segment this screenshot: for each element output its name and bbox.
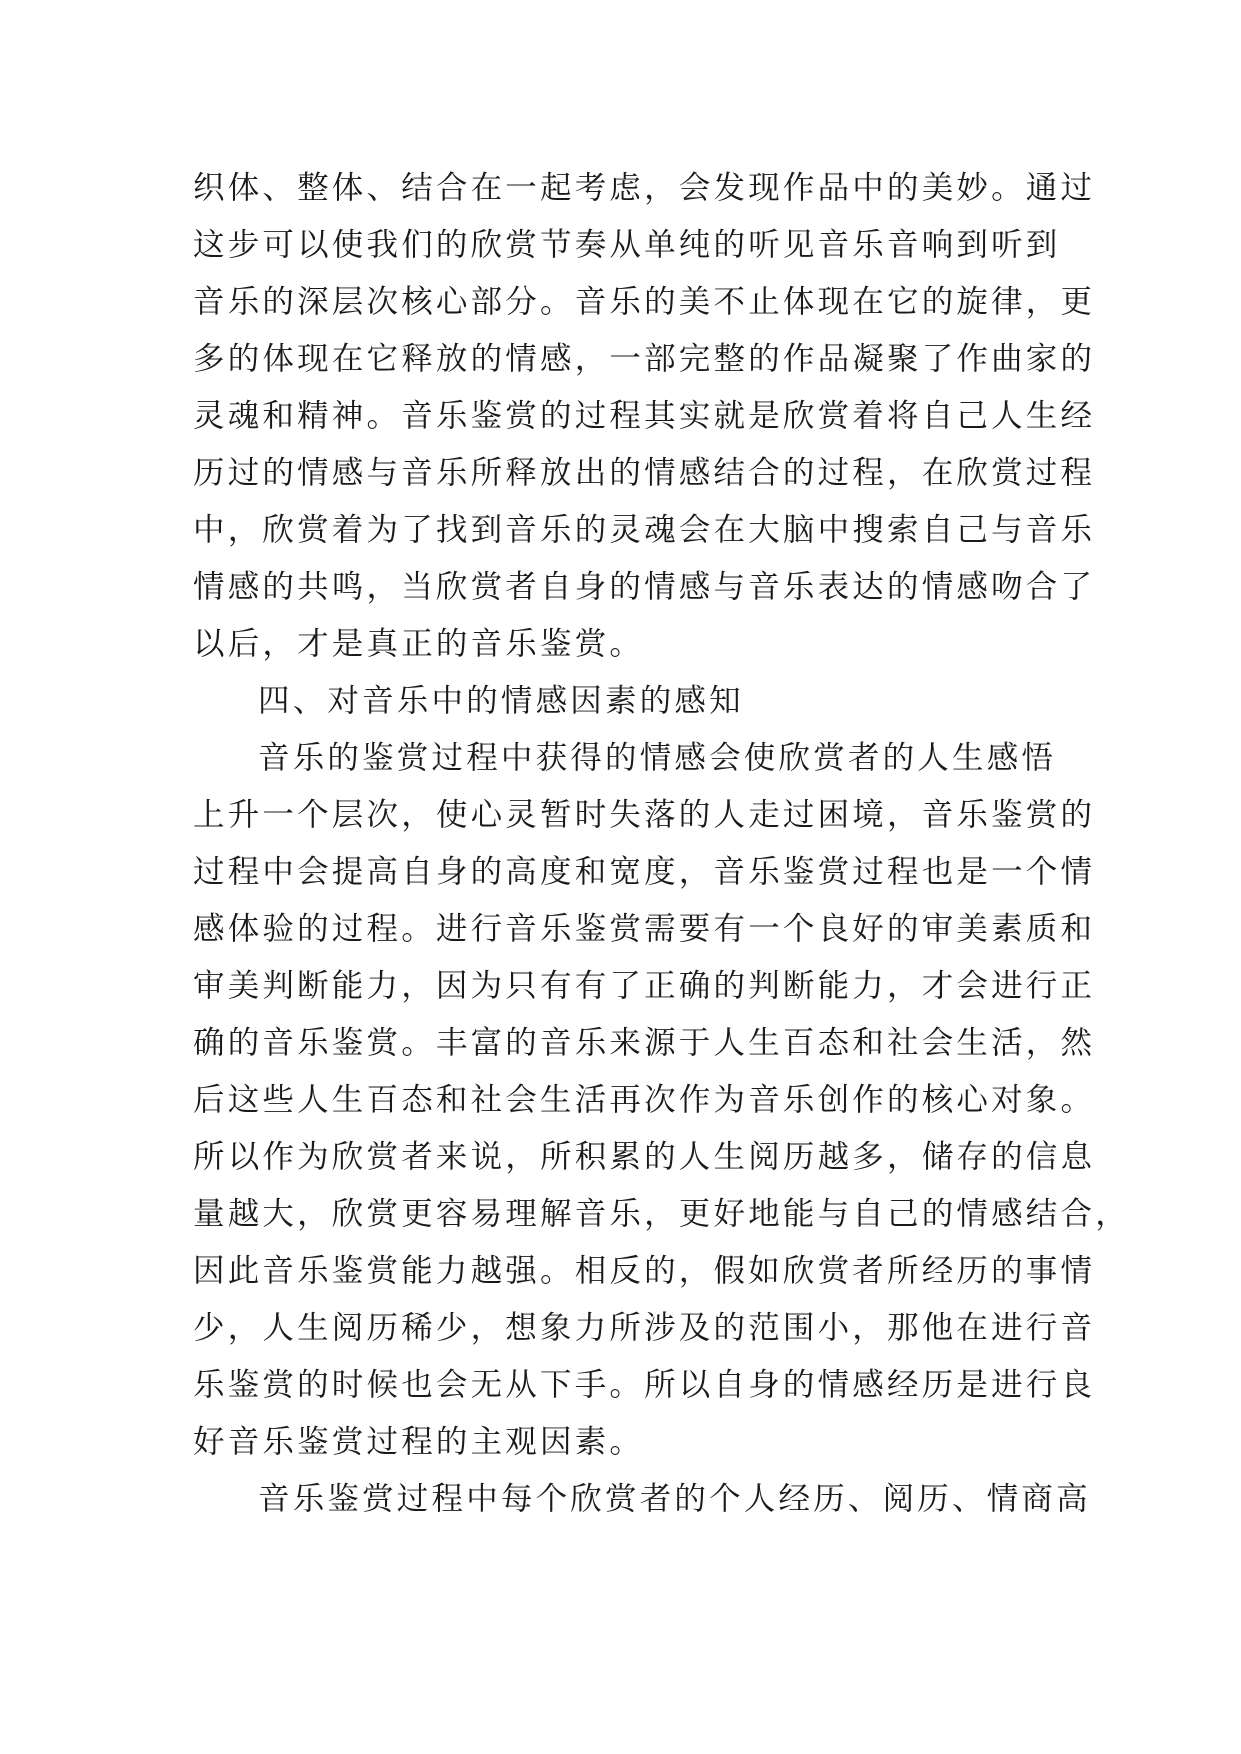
text-line: 感体验的过程。进行音乐鉴赏需要有一个良好的审美素质和 [193,911,1096,947]
text-line: 所以作为欣赏者来说，所积累的人生阅历越多，储存的信息 [193,1139,1096,1175]
text-line: 好音乐鉴赏过程的主观因素。 [193,1424,645,1460]
text-line: 审美判断能力，因为只有有了正确的判断能力，才会进行正 [193,968,1096,1004]
text-line: 量越大，欣赏更容易理解音乐，更好地能与自己的情感结合， [193,1196,1130,1232]
text-line: 因此音乐鉴赏能力越强。相反的，假如欣赏者所经历的事情 [193,1253,1096,1289]
text-line: 情感的共鸣，当欣赏者自身的情感与音乐表达的情感吻合了 [193,569,1096,605]
section-heading: 四、对音乐中的情感因素的感知 [258,683,744,719]
text-line: 多的体现在它释放的情感，一部完整的作品凝聚了作曲家的 [193,341,1096,377]
text-line: 中，欣赏着为了找到音乐的灵魂会在大脑中搜索自己与音乐 [193,512,1096,548]
text-line: 乐鉴赏的时候也会无从下手。所以自身的情感经历是进行良 [193,1367,1096,1403]
text-line: 上升一个层次，使心灵暂时失落的人走过困境，音乐鉴赏的 [193,797,1096,833]
text-line: 历过的情感与音乐所释放出的情感结合的过程，在欣赏过程 [193,455,1096,491]
text-line: 后这些人生百态和社会生活再次作为音乐创作的核心对象。 [193,1082,1096,1118]
text-line: 音乐的深层次核心部分。音乐的美不止体现在它的旋律，更 [193,284,1096,320]
text-line: 音乐鉴赏过程中每个欣赏者的个人经历、阅历、情商高 [258,1481,1091,1517]
text-line: 过程中会提高自身的高度和宽度，音乐鉴赏过程也是一个情 [193,854,1096,890]
text-line: 音乐的鉴赏过程中获得的情感会使欣赏者的人生感悟 [258,740,1057,776]
text-line: 少，人生阅历稀少，想象力所涉及的范围小，那他在进行音 [193,1310,1096,1346]
text-line: 灵魂和精神。音乐鉴赏的过程其实就是欣赏着将自己人生经 [193,398,1096,434]
text-line: 这步可以使我们的欣赏节奏从单纯的听见音乐音响到听到 [193,227,1061,263]
document-body [193,160,1130,1528]
text-line: 织体、整体、结合在一起考虑，会发现作品中的美妙。通过 [193,170,1096,206]
text-line: 以后，才是真正的音乐鉴赏。 [193,626,645,662]
text-line: 确的音乐鉴赏。丰富的音乐来源于人生百态和社会生活，然 [193,1025,1096,1061]
